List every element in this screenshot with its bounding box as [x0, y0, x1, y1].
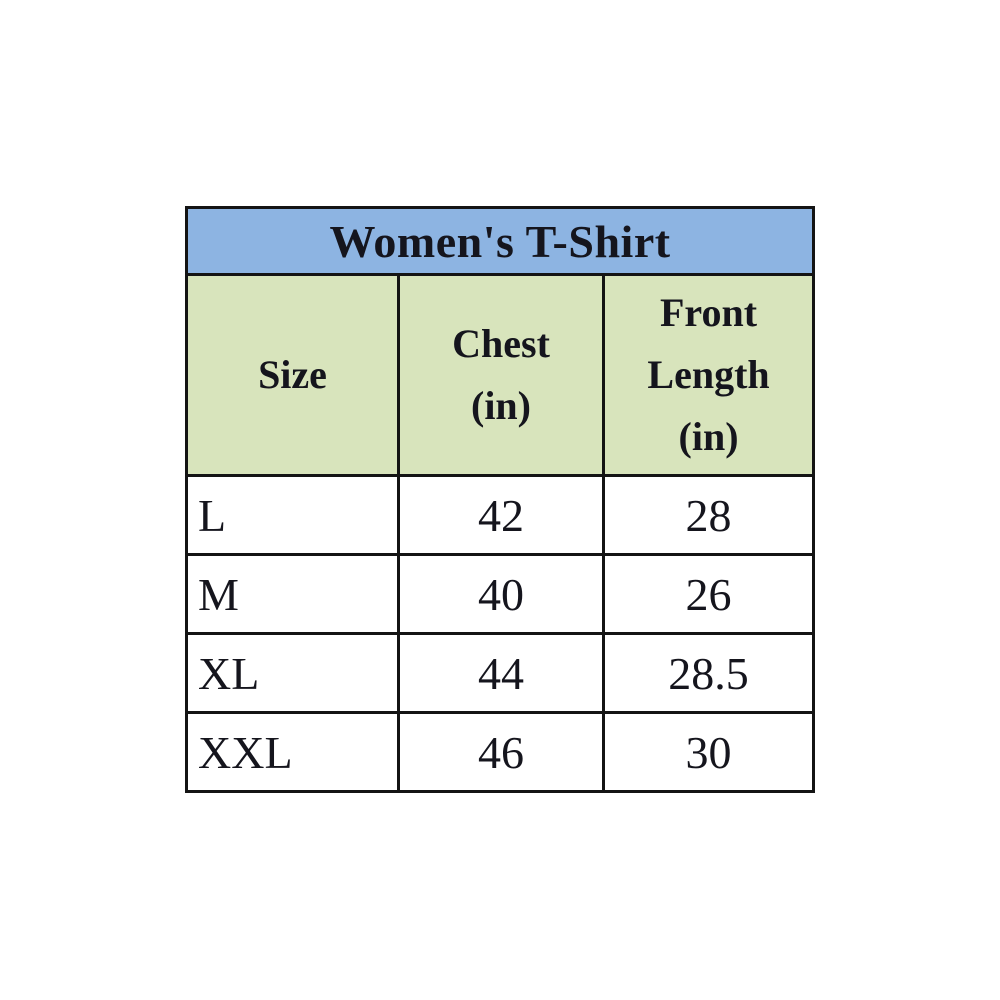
table-row — [187, 634, 814, 713]
column-header-chest — [399, 275, 604, 476]
column-header-size-label: Size — [258, 352, 327, 397]
size-chart-table — [185, 206, 815, 793]
column-header-front-length-line1: Front — [660, 290, 758, 335]
table-title: Women's T-Shirt — [187, 208, 814, 275]
column-header-row — [187, 275, 814, 476]
front-length-value-cell: 30 — [604, 713, 814, 792]
column-header-size — [187, 275, 399, 476]
column-header-chest-line2: (in) — [471, 383, 531, 428]
front-length-value-cell: 26 — [604, 555, 814, 634]
table-row — [187, 555, 814, 634]
column-header-front-length-line2: Length — [647, 352, 770, 397]
chest-value-cell: 46 — [399, 713, 604, 792]
size-value-cell: XL — [187, 634, 399, 713]
size-value-cell: XXL — [187, 713, 399, 792]
size-value-cell: M — [187, 555, 399, 634]
table-row — [187, 476, 814, 555]
column-header-chest-line1: Chest — [452, 321, 550, 366]
chest-value-cell: 40 — [399, 555, 604, 634]
column-header-front-length-line3: (in) — [678, 414, 739, 459]
table-title-row — [187, 208, 814, 275]
chest-value-cell: 42 — [399, 476, 604, 555]
front-length-value-cell: 28 — [604, 476, 814, 555]
size-value-cell: L — [187, 476, 399, 555]
column-header-front-length — [604, 275, 814, 476]
chest-value-cell: 44 — [399, 634, 604, 713]
front-length-value-cell: 28.5 — [604, 634, 814, 713]
table-row — [187, 713, 814, 792]
